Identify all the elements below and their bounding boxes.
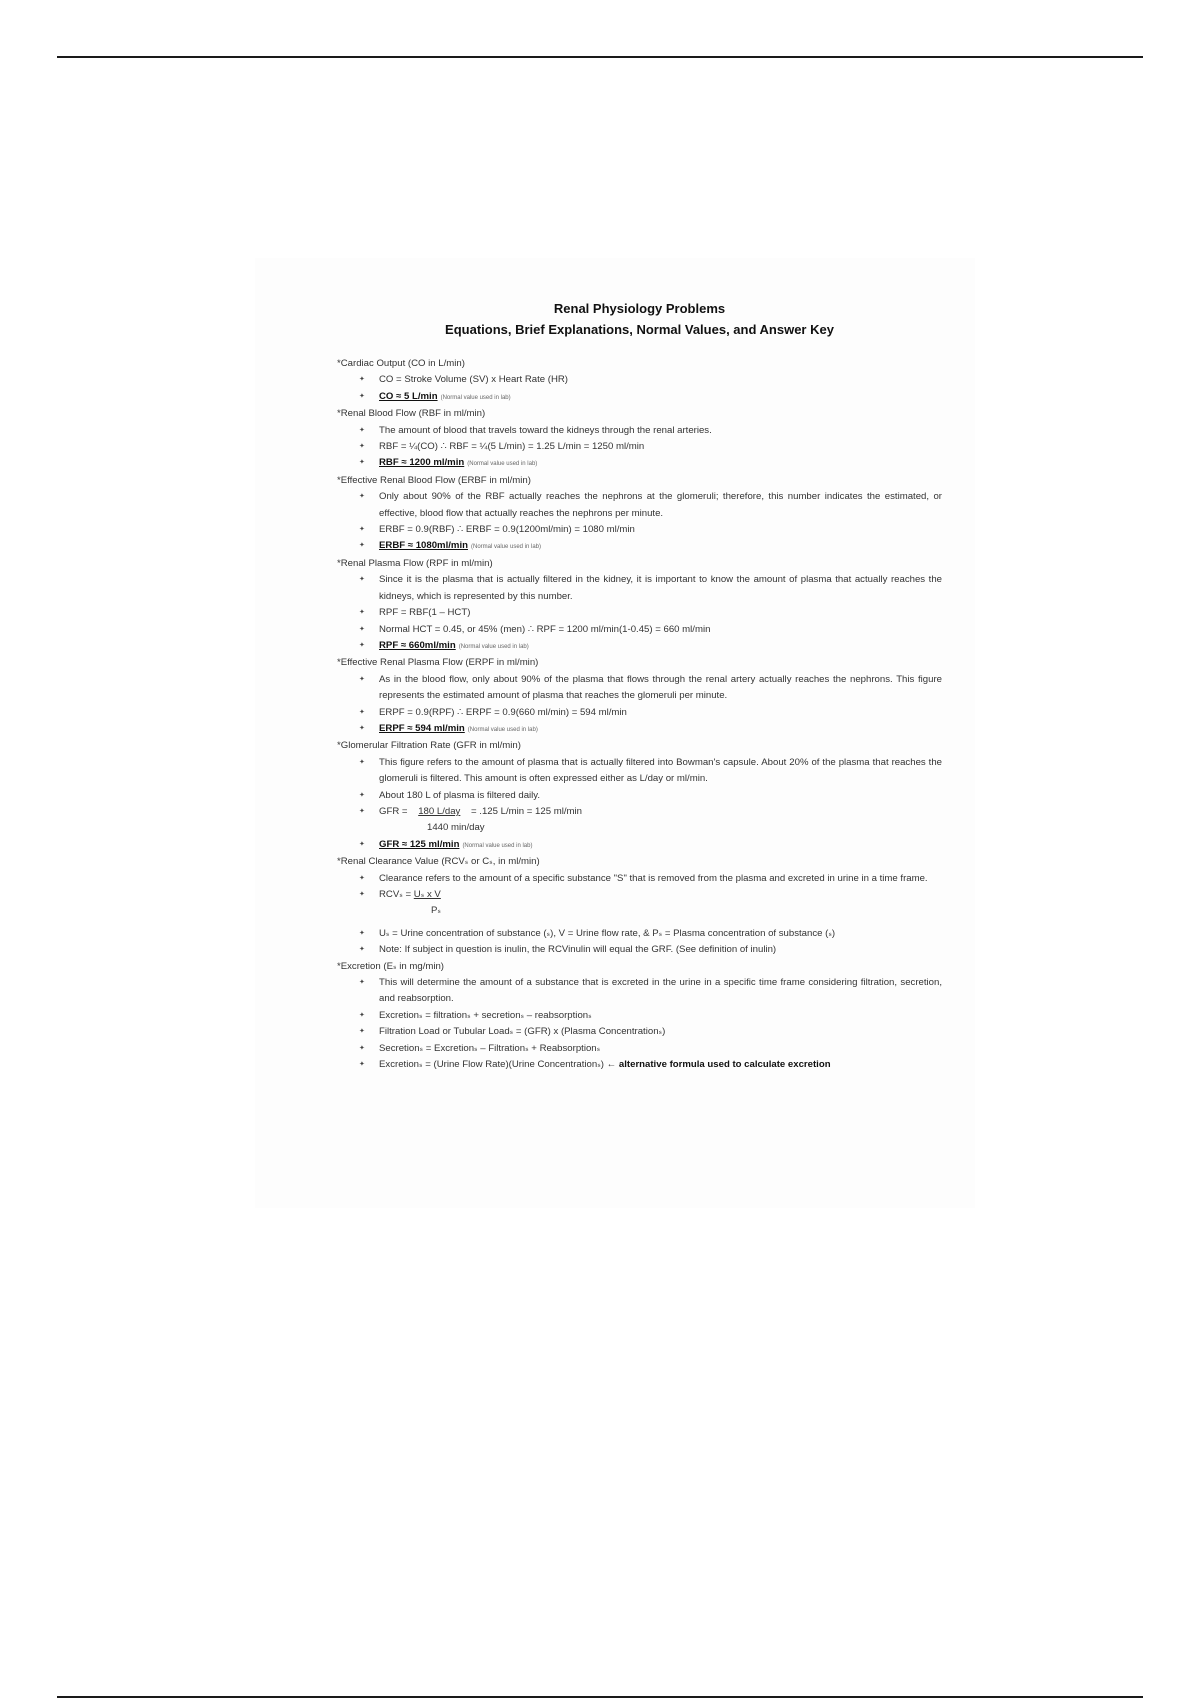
normal-note: (Normal value used in lab) bbox=[458, 643, 529, 650]
emphasis-text: alternative formula used to calculate excretion bbox=[618, 1059, 831, 1071]
normal-note: (Normal value used in lab) bbox=[440, 394, 511, 401]
normal-value: RBF ≈ 1200 ml/min bbox=[379, 457, 465, 469]
list-item: ✦ Excretionₛ = filtrationₛ + secretionₛ – reabsorptionₛ bbox=[379, 1008, 942, 1024]
list-item: ✦ This figure refers to the amount of plasma that is actually filtered into Bowman's capsule. About 20% of the plasma that reaches the glomeruli is filtered. This amount is often expressed either as L/day or ml/min. bbox=[379, 755, 942, 788]
section-cardiac-output bbox=[337, 356, 942, 406]
formula-text: Excretionₛ = (Urine Flow Rate)(Urine Concentrationₛ) ← bbox=[379, 1059, 617, 1071]
normal-value: ERPF ≈ 594 ml/min bbox=[379, 722, 465, 734]
section-effective-renal-blood-flow bbox=[337, 473, 942, 556]
list-item bbox=[379, 887, 942, 920]
section-heading: *Effective Renal Plasma Flow (ERPF in ml/min) bbox=[337, 657, 539, 669]
top-rule bbox=[57, 56, 1143, 58]
formula-denominator: Pₛ bbox=[431, 905, 441, 917]
formula-lhs: RCVₛ = bbox=[379, 889, 412, 900]
list-item: ✦ Uₛ = Urine concentration of substance (ₛ), V = Urine flow rate, & Pₛ = Plasma concentration of substance (ₛ) bbox=[379, 926, 942, 942]
list-item bbox=[379, 837, 942, 854]
section-effective-renal-plasma-flow bbox=[337, 655, 942, 738]
section-heading: *Cardiac Output (CO in L/min) bbox=[337, 358, 465, 369]
list-item: ✦ Only about 90% of the RBF actually reaches the nephrons at the glomeruli; therefore, this number indicates the estimated, or effective, blood flow that actually reaches the nephrons per minute. bbox=[379, 489, 942, 522]
list-item: ✦ Since it is the plasma that is actually filtered in the kidney, it is important to know the amount of plasma that actually reaches the kidneys, which is represented by this number. bbox=[379, 572, 942, 605]
section-excretion bbox=[337, 959, 942, 1074]
section-renal-plasma-flow bbox=[337, 556, 942, 655]
list-item bbox=[379, 638, 942, 655]
section-heading: *Renal Blood Flow (RBF in ml/min) bbox=[337, 408, 486, 420]
title-line-2: Equations, Brief Explanations, Normal Values, and Answer Key bbox=[445, 322, 834, 337]
document-body bbox=[337, 298, 942, 1073]
list-item: ✦ About 180 L of plasma is filtered daily. bbox=[379, 788, 942, 804]
section-heading: *Renal Clearance Value (RCVₛ or Cₛ, in ml/min) bbox=[337, 856, 540, 868]
list-item bbox=[379, 804, 942, 837]
formula-numerator: Uₛ x V bbox=[413, 889, 441, 900]
normal-note: (Normal value used in lab) bbox=[462, 842, 533, 849]
list-item: ✦ Normal HCT = 0.45, or 45% (men) ∴ RPF = 1200 ml/min(1-0.45) = 660 ml/min bbox=[379, 622, 942, 638]
normal-note: (Normal value used in lab) bbox=[470, 544, 542, 551]
formula-numerator: 180 L/day bbox=[418, 805, 461, 817]
section-heading: *Glomerular Filtration Rate (GFR in ml/min) bbox=[337, 740, 521, 752]
list-item: ✦ As in the blood flow, only about 90% of the plasma that flows through the renal artery actually reaches the nephrons. This figure represents the estimated amount of plasma that reaches the glomeruli per minute. bbox=[379, 672, 942, 705]
section-glomerular-filtration-rate bbox=[337, 738, 942, 854]
normal-value: ERBF ≈ 1080ml/min bbox=[379, 540, 468, 552]
list-item bbox=[379, 538, 942, 555]
section-renal-clearance-value bbox=[337, 854, 942, 958]
formula-lhs: GFR = bbox=[379, 805, 408, 817]
list-item: ✦ This will determine the amount of a substance that is excreted in the urine in a specific time frame considering filtration, secretion, and reabsorption. bbox=[379, 975, 942, 1008]
normal-note: (Normal value used in lab) bbox=[467, 461, 538, 468]
list-item: ✦ Secretionₛ = Excretionₛ – Filtrationₛ + Reabsorptionₛ bbox=[379, 1041, 942, 1057]
normal-value: RPF ≈ 660ml/min bbox=[379, 639, 456, 651]
list-item: ✦ RPF = RBF(1 – HCT) bbox=[379, 605, 942, 621]
list-item bbox=[379, 389, 942, 406]
list-item: ✦ RBF = ¼(CO) ∴ RBF = ¼(5 L/min) = 1.25 L/min = 1250 ml/min bbox=[379, 439, 942, 455]
section-heading: *Effective Renal Blood Flow (ERBF in ml/min) bbox=[337, 474, 531, 486]
list-item bbox=[379, 1057, 942, 1073]
list-item: ✦ Filtration Load or Tubular Loadₛ = (GFR) x (Plasma Concentrationₛ) bbox=[379, 1024, 942, 1040]
document-title bbox=[337, 298, 942, 340]
formula-rhs: = .125 L/min = 125 ml/min bbox=[471, 805, 582, 817]
list-item bbox=[379, 721, 942, 738]
section-renal-blood-flow bbox=[337, 406, 942, 473]
list-item: ✦ ERPF = 0.9(RPF) ∴ ERPF = 0.9(660 ml/min) = 594 ml/min bbox=[379, 705, 942, 721]
list-item: ✦ CO = Stroke Volume (SV) x Heart Rate (HR) bbox=[379, 372, 942, 388]
list-item: ✦ Clearance refers to the amount of a specific substance "S" that is removed from the plasma and excreted in urine in a time frame. bbox=[379, 871, 942, 887]
formula-denominator: 1440 min/day bbox=[427, 822, 485, 834]
normal-value: GFR ≈ 125 ml/min bbox=[379, 838, 460, 850]
normal-value: CO ≈ 5 L/min bbox=[379, 390, 438, 402]
list-item bbox=[379, 455, 942, 472]
section-heading: *Renal Plasma Flow (RPF in ml/min) bbox=[337, 557, 493, 569]
list-item: ✦ ERBF = 0.9(RBF) ∴ ERBF = 0.9(1200ml/min) = 1080 ml/min bbox=[379, 522, 942, 538]
normal-note: (Normal value used in lab) bbox=[467, 726, 538, 733]
title-line-1: Renal Physiology Problems bbox=[553, 301, 726, 316]
list-item: ✦ Note: If subject in question is inulin, the RCVinulin will equal the GRF. (See definition of inulin) bbox=[379, 942, 942, 958]
section-heading: *Excretion (Eₛ in mg/min) bbox=[337, 960, 445, 972]
list-item: ✦ The amount of blood that travels toward the kidneys through the renal arteries. bbox=[379, 423, 942, 439]
bottom-rule bbox=[57, 1696, 1143, 1698]
